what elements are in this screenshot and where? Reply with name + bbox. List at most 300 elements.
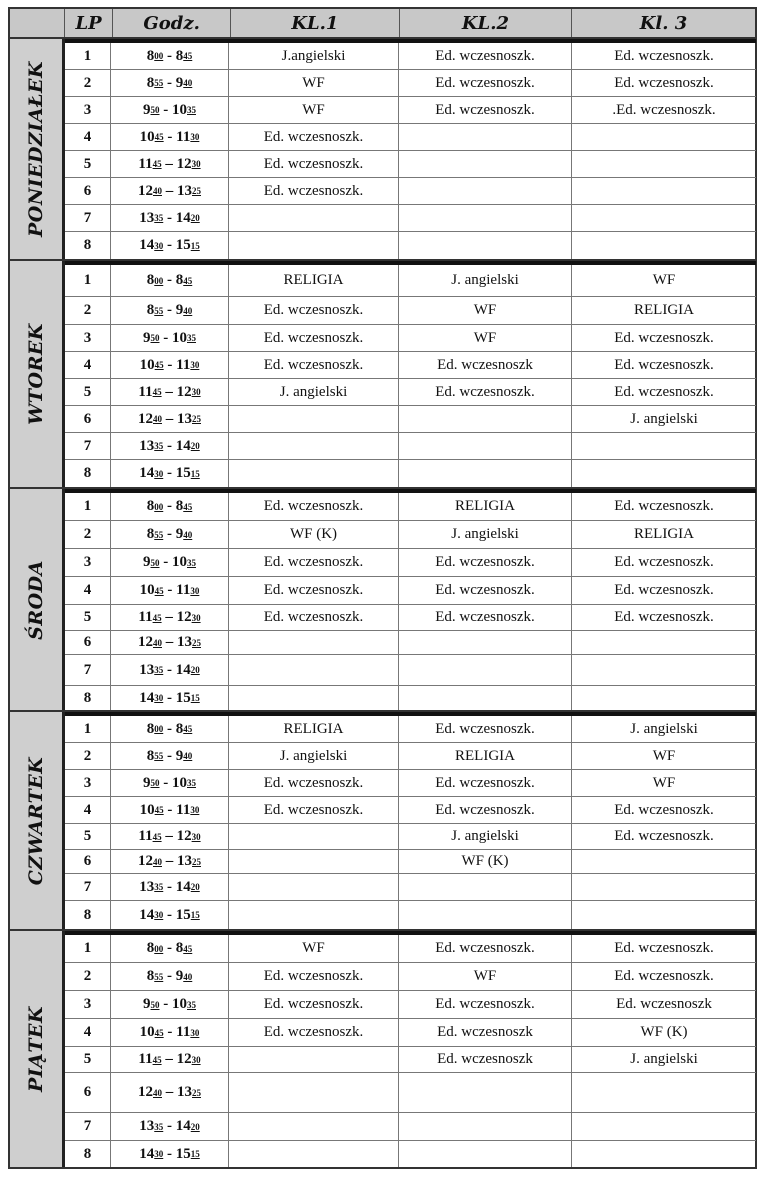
time-h1: 12	[138, 410, 153, 427]
time-h2: 9	[175, 968, 184, 984]
subject-cell-k2	[399, 901, 572, 929]
time-m2: 40	[183, 305, 193, 316]
time-m2: 40	[183, 78, 193, 88]
lesson-rows	[65, 489, 756, 710]
table-row	[65, 1073, 756, 1113]
time-m2: 35	[187, 778, 196, 788]
time-sep: -	[163, 689, 176, 706]
lesson-number: 4	[65, 577, 111, 604]
lesson-time	[111, 151, 229, 177]
table-row	[65, 1047, 756, 1073]
time-sep: -	[163, 582, 177, 598]
subject-cell-k1	[229, 901, 399, 929]
subject-cell-k1: WF	[229, 70, 399, 96]
day-name: PIĄTEK	[25, 1005, 47, 1093]
time-m1: 30	[154, 693, 164, 703]
table-row	[65, 935, 756, 963]
time-h1: 11	[138, 1051, 153, 1067]
subject-cell-k2: J. angielski	[399, 824, 572, 849]
subject-cell-k3: RELIGIA	[634, 302, 694, 318]
time-sep: -	[163, 237, 176, 253]
time-m1: 35	[154, 1121, 164, 1132]
time-m1: 45	[152, 612, 162, 623]
time-m1: 30	[154, 1149, 164, 1159]
subject-cell-k2: J. angielski	[399, 265, 572, 296]
subject-cell-k3	[572, 151, 756, 177]
time-m1: 50	[150, 557, 160, 568]
subject-cell-k1: Ed. wczesnoszk.	[229, 605, 399, 630]
time-h1: 10	[139, 582, 155, 598]
subject-cell-k2: Ed. wczesnoszk.	[399, 770, 572, 796]
time-m1: 40	[153, 1087, 162, 1098]
time-m1: 40	[153, 414, 162, 424]
time-h2: 15	[175, 906, 191, 923]
lesson-number: 8	[65, 1141, 111, 1167]
time-sep: -	[159, 996, 172, 1012]
time-sep: –	[162, 410, 177, 427]
lesson-number: 6	[65, 1073, 111, 1112]
subject-cell-k1	[229, 205, 399, 231]
time-m1: 45	[154, 805, 164, 815]
subject-cell-k3	[572, 1141, 756, 1167]
time-sep: -	[163, 128, 177, 145]
time-sep: -	[159, 329, 172, 346]
time-sep: –	[162, 182, 177, 199]
subject-cell-k1	[229, 433, 399, 459]
lesson-number: 5	[65, 824, 111, 849]
lesson-time	[111, 631, 229, 654]
time-m1: 55	[154, 78, 164, 88]
time-h2: 8	[175, 47, 184, 64]
table-row	[65, 716, 756, 743]
time-h2: 14	[175, 1118, 191, 1134]
time-h1: 9	[143, 774, 151, 791]
time-m2: 45	[183, 275, 193, 286]
time-sep: -	[159, 774, 172, 791]
subject-cell-k3: Ed. wczesnoszk.	[614, 498, 714, 514]
time-m2: 30	[190, 360, 200, 370]
lesson-time	[111, 824, 229, 849]
time-m2: 30	[190, 805, 200, 815]
time-m1: 00	[154, 51, 164, 61]
lesson-time	[111, 797, 229, 823]
table-row	[65, 352, 756, 379]
time-sep: –	[161, 609, 177, 625]
subject-cell-k2	[399, 151, 572, 177]
lesson-time	[111, 1141, 229, 1167]
time-h1: 8	[146, 74, 155, 91]
time-m1: 50	[150, 333, 160, 343]
subject-cell-k1	[229, 460, 399, 487]
time-m2: 40	[183, 529, 193, 540]
time-m1: 00	[154, 501, 164, 512]
subject-cell-k1: Ed. wczesnoszk.	[229, 770, 399, 796]
subject-cell-k2: Ed. wczesnoszk	[399, 352, 572, 378]
lesson-number: 5	[65, 151, 111, 177]
time-m2: 30	[190, 132, 200, 142]
time-sep: -	[163, 801, 177, 818]
subject-cell-k3: Ed. wczesnoszk.	[614, 828, 714, 844]
lesson-number: 2	[65, 963, 111, 990]
lesson-time	[111, 460, 229, 487]
table-row	[65, 521, 756, 549]
time-sep: -	[163, 1118, 176, 1134]
day-block	[8, 712, 757, 931]
time-h2: 12	[176, 1051, 192, 1067]
time-h1: 10	[139, 356, 155, 373]
lesson-time	[111, 743, 229, 769]
lesson-number: 6	[65, 178, 111, 204]
table-row	[65, 770, 756, 797]
table-row	[65, 178, 756, 205]
subject-cell-k2: Ed. wczesnoszk.	[399, 379, 572, 405]
subject-cell-k2: Ed. wczesnoszk.	[399, 97, 572, 123]
subject-cell-k3	[572, 178, 756, 204]
time-m2: 25	[192, 637, 201, 648]
time-h1: 13	[139, 661, 155, 678]
time-m2: 45	[183, 51, 193, 61]
time-h2: 14	[175, 878, 191, 895]
time-h2: 13	[177, 182, 192, 199]
time-sep: -	[163, 661, 176, 678]
table-row	[65, 265, 756, 297]
days-container	[8, 39, 757, 1169]
lesson-number: 6	[65, 406, 111, 432]
lesson-time	[111, 1113, 229, 1140]
time-m1: 50	[150, 999, 160, 1010]
time-m1: 45	[152, 387, 162, 397]
subject-cell-k2	[399, 205, 572, 231]
time-m2: 20	[190, 665, 200, 675]
time-sep: -	[163, 356, 177, 373]
table-row	[65, 577, 756, 605]
time-sep: -	[163, 968, 176, 984]
subject-cell-k3: Ed. wczesnoszk.	[614, 74, 714, 91]
time-m2: 15	[190, 1149, 200, 1159]
time-m1: 50	[150, 778, 160, 788]
lesson-time	[111, 205, 229, 231]
lesson-rows	[65, 712, 756, 929]
table-row	[65, 70, 756, 97]
time-m2: 30	[191, 159, 201, 169]
time-h1: 13	[139, 437, 155, 454]
lesson-time	[111, 655, 229, 685]
subject-cell-k3	[572, 460, 756, 487]
time-h1: 12	[138, 1084, 153, 1100]
subject-cell-k2	[399, 406, 572, 432]
table-row	[65, 493, 756, 521]
time-h2: 13	[177, 853, 192, 869]
day-block	[8, 489, 757, 712]
time-m2: 20	[190, 1121, 200, 1132]
subject-cell-k3	[572, 1073, 756, 1112]
time-h1: 8	[146, 498, 155, 514]
time-h2: 11	[176, 582, 191, 598]
table-row	[65, 205, 756, 232]
time-m1: 45	[152, 159, 162, 169]
time-h1: 8	[146, 47, 155, 64]
lesson-time	[111, 686, 229, 710]
time-h1: 10	[139, 128, 155, 145]
lesson-time	[111, 901, 229, 929]
time-m1: 55	[154, 305, 164, 316]
lesson-number: 8	[65, 232, 111, 259]
day-block	[8, 261, 757, 489]
time-h1: 10	[139, 801, 155, 818]
subject-cell-k2	[399, 874, 572, 900]
subject-cell-k1	[229, 631, 399, 654]
time-m1: 35	[154, 665, 164, 675]
table-row	[65, 379, 756, 406]
subject-cell-k2: Ed. wczesnoszk.	[399, 577, 572, 604]
time-h2: 12	[176, 155, 192, 172]
subject-cell-k1: Ed. wczesnoszk.	[229, 493, 399, 520]
time-h1: 9	[143, 101, 151, 118]
time-m1: 40	[153, 637, 162, 648]
time-h2: 10	[172, 101, 187, 118]
lesson-number: 2	[65, 297, 111, 324]
subject-cell-k1	[229, 1141, 399, 1167]
time-h1: 12	[138, 634, 153, 650]
time-m1: 40	[153, 186, 162, 196]
time-m2: 30	[191, 1054, 201, 1065]
time-m2: 35	[187, 105, 196, 115]
lesson-time	[111, 352, 229, 378]
subject-cell-k3: WF	[652, 272, 676, 288]
time-m1: 30	[154, 910, 164, 920]
subject-cell-k2: Ed. wczesnoszk.	[399, 716, 572, 742]
lesson-rows	[65, 39, 756, 259]
table-row	[65, 631, 756, 655]
lesson-time	[111, 605, 229, 630]
day-label	[10, 39, 65, 259]
time-m1: 35	[154, 882, 164, 892]
lesson-time	[111, 124, 229, 150]
time-m2: 45	[183, 501, 193, 512]
time-sep: -	[163, 498, 176, 514]
table-row	[65, 743, 756, 770]
subject-cell-k1: Ed. wczesnoszk.	[229, 352, 399, 378]
time-sep: -	[163, 302, 176, 318]
time-m1: 45	[152, 1054, 162, 1065]
day-name: CZWARTEK	[25, 756, 47, 885]
lesson-number: 8	[65, 901, 111, 929]
time-h1: 14	[139, 1145, 155, 1162]
subject-cell-k2: WF	[399, 297, 572, 324]
lesson-time	[111, 963, 229, 990]
subject-cell-k3: Ed. wczesnoszk.	[614, 582, 714, 598]
table-row	[65, 406, 756, 433]
time-h2: 14	[175, 437, 191, 454]
table-row	[65, 97, 756, 124]
time-h2: 9	[175, 302, 184, 318]
time-m2: 30	[190, 1027, 200, 1038]
time-h2: 10	[172, 554, 187, 570]
time-sep: -	[159, 101, 172, 118]
table-row	[65, 991, 756, 1019]
time-sep: -	[163, 1024, 177, 1040]
subject-cell-k3: Ed. wczesnoszk.	[614, 801, 714, 818]
lesson-number: 5	[65, 1047, 111, 1072]
lesson-number: 5	[65, 379, 111, 405]
subject-cell-k3: RELIGIA	[634, 526, 694, 542]
lesson-time	[111, 178, 229, 204]
time-h2: 12	[176, 828, 192, 844]
lesson-time	[111, 577, 229, 604]
lesson-number: 7	[65, 1113, 111, 1140]
subject-cell-k2	[399, 1113, 572, 1140]
lesson-time	[111, 265, 229, 296]
table-row	[65, 1141, 756, 1167]
lesson-time	[111, 297, 229, 324]
subject-cell-k3	[572, 901, 756, 929]
subject-cell-k1	[229, 1113, 399, 1140]
subject-cell-k2	[399, 1141, 572, 1167]
subject-cell-k3	[572, 874, 756, 900]
subject-cell-k1: WF	[229, 935, 399, 962]
time-h2: 9	[175, 74, 184, 91]
subject-cell-k2: WF (K)	[399, 850, 572, 873]
time-m2: 30	[191, 387, 201, 397]
lesson-number: 8	[65, 686, 111, 710]
table-row	[65, 151, 756, 178]
table-row	[65, 232, 756, 259]
time-h2: 11	[176, 356, 191, 373]
subject-cell-k2: Ed. wczesnoszk.	[399, 605, 572, 630]
lesson-time	[111, 1047, 229, 1072]
subject-cell-k3: Ed. wczesnoszk.	[614, 329, 714, 346]
subject-cell-k3: J. angielski	[630, 720, 698, 737]
time-h1: 9	[143, 996, 151, 1012]
time-m2: 40	[183, 751, 193, 761]
table-row	[65, 43, 756, 70]
subject-cell-k2	[399, 124, 572, 150]
day-label	[10, 931, 65, 1167]
subject-cell-k3: WF	[652, 774, 676, 791]
time-m2: 15	[190, 240, 200, 251]
time-h1: 13	[139, 209, 155, 226]
lesson-time	[111, 43, 229, 69]
lesson-number: 3	[65, 97, 111, 123]
time-sep: –	[162, 853, 177, 869]
subject-cell-k3	[572, 124, 756, 150]
time-m1: 45	[154, 360, 164, 370]
time-h1: 13	[139, 878, 155, 895]
lesson-number: 1	[65, 493, 111, 520]
time-m1: 00	[154, 943, 164, 954]
subject-cell-k1: Ed. wczesnoszk.	[229, 151, 399, 177]
subject-cell-k1: Ed. wczesnoszk.	[229, 797, 399, 823]
time-h1: 14	[139, 237, 155, 253]
table-row	[65, 963, 756, 991]
subject-cell-k1	[229, 406, 399, 432]
table-row	[65, 686, 756, 710]
time-h2: 11	[176, 1024, 191, 1040]
lesson-number: 2	[65, 521, 111, 548]
subject-cell-k1: Ed. wczesnoszk.	[229, 549, 399, 576]
lesson-time	[111, 770, 229, 796]
subject-cell-k3	[572, 850, 756, 873]
table-row	[65, 655, 756, 686]
lesson-number: 4	[65, 797, 111, 823]
time-h1: 14	[139, 906, 155, 923]
lesson-number: 1	[65, 716, 111, 742]
table-row	[65, 460, 756, 487]
time-sep: -	[163, 465, 176, 481]
time-h2: 9	[175, 747, 184, 764]
lesson-number: 3	[65, 770, 111, 796]
time-m1: 00	[154, 724, 164, 734]
lesson-number: 3	[65, 549, 111, 576]
table-row	[65, 1113, 756, 1141]
subject-cell-k3: Ed. wczesnoszk	[616, 996, 712, 1012]
subject-cell-k3	[572, 232, 756, 259]
header-lp: LP	[65, 9, 114, 37]
subject-cell-k3: Ed. wczesnoszk.	[614, 940, 714, 956]
subject-cell-k2: Ed. wczesnoszk	[399, 1047, 572, 1072]
subject-cell-k2: Ed. wczesnoszk.	[399, 991, 572, 1018]
time-sep: -	[163, 437, 176, 454]
time-h1: 12	[138, 182, 153, 199]
table-row	[65, 797, 756, 824]
lesson-number: 7	[65, 205, 111, 231]
time-h1: 10	[139, 1024, 155, 1040]
time-h2: 11	[176, 801, 191, 818]
time-m2: 25	[192, 414, 201, 424]
day-name: WTOREK	[25, 323, 47, 425]
subject-cell-k3: Ed. wczesnoszk.	[614, 554, 714, 570]
time-h2: 12	[176, 383, 192, 400]
time-h2: 8	[175, 272, 184, 288]
subject-cell-k1: Ed. wczesnoszk.	[229, 124, 399, 150]
subject-cell-k3: Ed. wczesnoszk.	[614, 383, 714, 400]
subject-cell-k2	[399, 232, 572, 259]
timetable	[8, 7, 757, 1169]
time-m2: 25	[192, 186, 201, 196]
subject-cell-k3: WF (K)	[640, 1024, 688, 1040]
time-m1: 40	[153, 856, 162, 867]
subject-cell-k2	[399, 433, 572, 459]
lesson-time	[111, 716, 229, 742]
time-m2: 35	[187, 333, 196, 343]
lesson-time	[111, 1073, 229, 1112]
time-sep: -	[163, 272, 176, 288]
subject-cell-k2: Ed. wczesnoszk.	[399, 797, 572, 823]
subject-cell-k3: .Ed. wczesnoszk.	[612, 101, 716, 118]
time-sep: –	[162, 1084, 177, 1100]
lesson-number: 4	[65, 1019, 111, 1046]
lesson-time	[111, 1019, 229, 1046]
time-sep: -	[163, 906, 176, 923]
time-h2: 14	[175, 661, 191, 678]
subject-cell-k2: WF	[399, 325, 572, 351]
time-h2: 15	[175, 1145, 191, 1162]
time-m2: 15	[190, 910, 200, 920]
time-m2: 15	[190, 693, 200, 703]
subject-cell-k2	[399, 460, 572, 487]
time-h2: 13	[177, 1084, 192, 1100]
subject-cell-k2: Ed. wczesnoszk.	[399, 935, 572, 962]
time-h2: 15	[175, 689, 191, 706]
subject-cell-k2: Ed. wczesnoszk.	[399, 70, 572, 96]
time-h1: 14	[139, 689, 155, 706]
time-sep: –	[161, 828, 177, 844]
time-h1: 8	[146, 968, 155, 984]
subject-cell-k1: RELIGIA	[229, 265, 399, 296]
time-h1: 11	[138, 155, 153, 172]
time-h1: 11	[138, 828, 153, 844]
time-h1: 9	[143, 329, 151, 346]
